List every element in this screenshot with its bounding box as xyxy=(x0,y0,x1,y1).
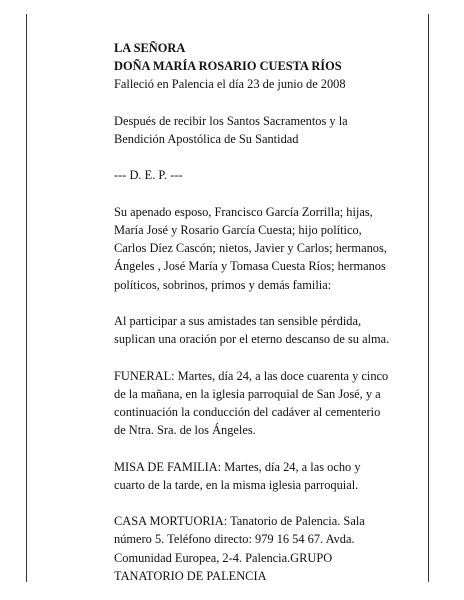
funeral-home-line-4: TANATORIO DE PALENCIA xyxy=(114,568,267,583)
family-line-5: políticos, sobrinos, primos y demás familia: xyxy=(114,277,332,292)
family-line-2: María José y Rosario García Cuesta; hijo político, xyxy=(114,222,362,237)
rip-line: --- D. E. P. --- xyxy=(114,168,183,183)
deceased-name: DOÑA MARÍA ROSARIO CUESTA RÍOS xyxy=(114,59,342,74)
family-line-3: Carlos Díez Cascón; nietos, Javier y Carlos; hermanos, xyxy=(114,241,387,256)
spacer xyxy=(114,94,424,112)
funeral-home-line-1: CASA MORTUORIA: Tanatorio de Palencia. Sala xyxy=(114,514,365,529)
spacer xyxy=(114,439,424,457)
death-date-line: Falleció en Palencia el día 23 de junio de 2008 xyxy=(114,77,346,92)
spacer xyxy=(114,494,424,512)
family-line-4: Ángeles , José María y Tomasa Cuesta Ríos; hermanos xyxy=(114,259,386,274)
request-line-1: Al participar a sus amistades tan sensible pérdida, xyxy=(114,313,362,328)
request-line-2: suplican una oración por el eterno descanso de su alma. xyxy=(114,332,390,347)
obituary-notice xyxy=(114,39,424,585)
funeral-home-line-2: número 5. Teléfono directo: 979 16 54 67. Avda. xyxy=(114,532,355,547)
family-mass-line-1: MISA DE FAMILIA: Martes, día 24, a las ocho y xyxy=(114,459,361,474)
spacer xyxy=(114,148,424,166)
right-border-line xyxy=(428,14,429,582)
funeral-home-line-3: Comunidad Europea, 2-4. Palencia.GRUPO xyxy=(114,550,333,565)
funeral-line-2: de la mañana, en la iglesia parroquial de San José, y a xyxy=(114,386,381,401)
left-border-line xyxy=(26,14,27,582)
sacraments-line-1: Después de recibir los Santos Sacramentos y la xyxy=(114,113,348,128)
sacraments-line-2: Bendición Apostólica de Su Santidad xyxy=(114,132,299,146)
spacer xyxy=(114,348,424,366)
title-line-1: LA SEÑORA xyxy=(114,41,186,55)
spacer xyxy=(114,185,424,203)
family-mass-line-2: cuarto de la tarde, en la misma iglesia parroquial. xyxy=(114,477,359,492)
spacer xyxy=(114,294,424,312)
funeral-line-1: FUNERAL: Martes, día 24, a las doce cuarenta y cinco xyxy=(114,368,389,383)
family-line-1: Su apenado esposo, Francisco García Zorrilla; hijas, xyxy=(114,204,373,219)
funeral-line-3: continuación la conducción del cadáver al cementerio xyxy=(114,404,381,419)
funeral-line-4: de Ntra. Sra. de los Ángeles. xyxy=(114,423,256,438)
